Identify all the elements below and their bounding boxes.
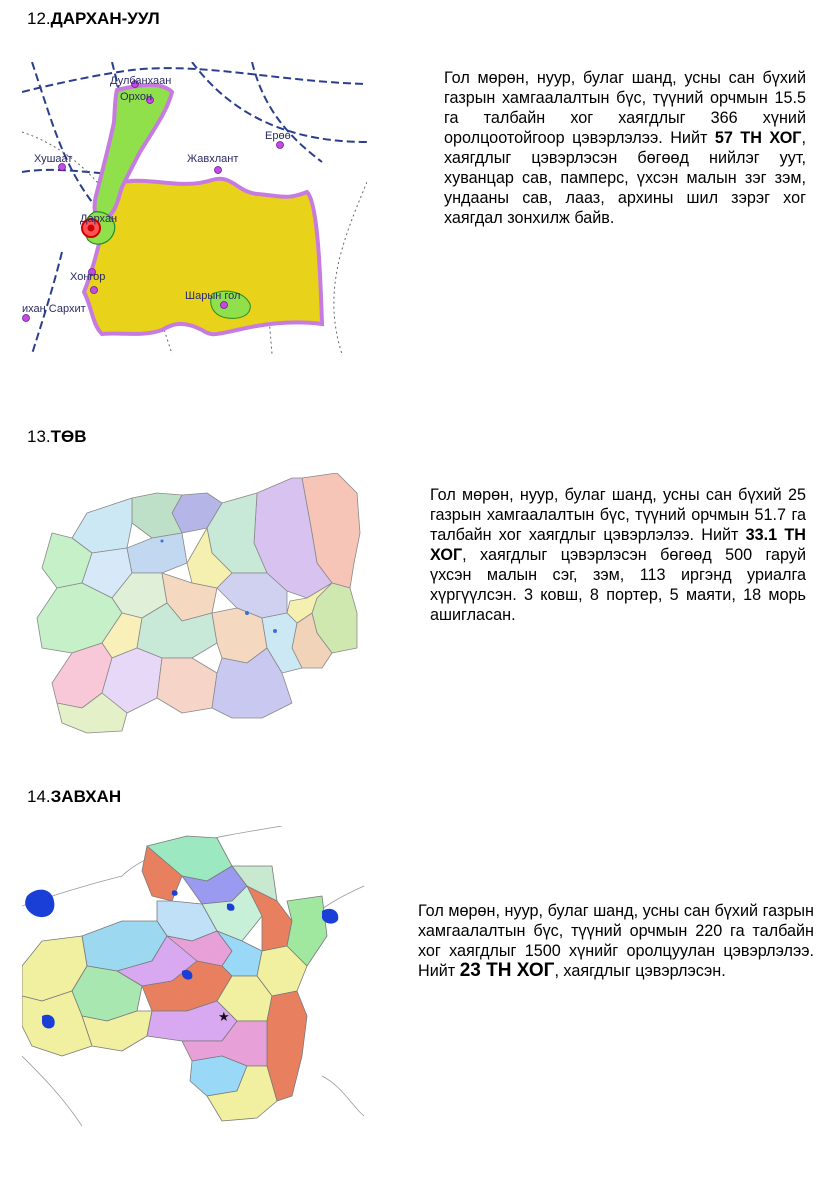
section-14-number: 14. [27,787,51,806]
map-label-darkhan: Дархан [80,213,118,225]
section-12-title: ДАРХАН-УУЛ [50,9,160,28]
section-12-total: 57 ТН ХОГ [714,129,802,147]
section-13-paragraph [430,485,806,625]
zavkhan-capital-star-icon: ★ [218,1010,230,1025]
section-13-heading [27,427,87,447]
section-12-paragraph [444,68,806,228]
zavkhan-districts [22,836,327,1121]
section-14-text-2: , хаягдлыг цэвэрлэсэн. [554,962,726,980]
section-12-text-1: Гол мөрөн, нуур, булаг шанд, усны сан бүхий газрын хамгаалалтын бүс, түүний орчмын 15.5 га талбайн хог хаягдлыг 366 хүний оролцоотойгоор цэвэрлэлээ. Нийт [444,69,806,147]
darkhan-uul-map [22,62,367,354]
section-12-heading [27,9,160,29]
section-13-number: 13. [27,427,51,446]
darkhan-province-yellow [84,179,322,334]
map-label-orkhon: Орхон [120,91,153,103]
section-14-paragraph [418,901,814,981]
section-14-title: ЗАВХАН [50,787,122,806]
map-label-saikhan-sarkhit: ихан Сархит [22,303,86,315]
map-label-javkhlant: Жавхлант [187,153,239,165]
section-12-number: 12. [27,9,51,28]
section-14-heading [27,787,121,807]
section-14-text-1: Гол мөрөн, нуур, булаг шанд, усны сан бүхий газрын хамгаалалтын бүс, түүний орчмын 220 га талбайн хог хаягдлыг 1500 хүнийг оролцуулан цэвэрлэлээ. Нийт [418,902,814,980]
tov-districts [37,473,360,733]
map-label-khushaat: Хушаат [34,153,73,165]
section-13-text-2: , хаягдлыг цэвэрлэсэн бөгөөд 500 гаруй үхсэн малын сэг, зэм, 113 иргэнд уриалга хүргүүлсэн. 3 ковш, 8 портер, 5 маяти, 18 морь ашигласан. [430,546,806,624]
map-label-eroo: Ерөө [265,130,291,142]
zavkhan-map [22,826,364,1126]
tov-map [32,473,369,735]
map-label-sharyn-gol: Шарын гол [185,290,241,302]
map-label-khongor: Хонгор [70,271,106,283]
darkhan-center-dot [88,225,95,232]
map-label-dulbankhaan: Дулбанхаан [110,75,172,87]
section-13-text-1: Гол мөрөн, нуур, булаг шанд, усны сан бүхий 25 газрын хамгаалалтын бүс, түүний орчмын 51.7 га талбайн хог хаягдлыг цэвэрлэлээ. Нийт [430,486,806,544]
section-14-total: 23 ТН ХОГ [459,960,555,981]
section-13-title: ТӨВ [50,427,87,446]
section-12-text-2: , хаягдлыг цэвэрлэсэн бөгөөд нийлэг уут, хуванцар сав, памперс, үхсэн малын зэг зэм, ундааны сав, лааз, архины шил зэрэг хог хаягдал зонхилж байв. [444,129,806,227]
section-13-total: 33.1 ТН ХОГ [430,526,806,564]
